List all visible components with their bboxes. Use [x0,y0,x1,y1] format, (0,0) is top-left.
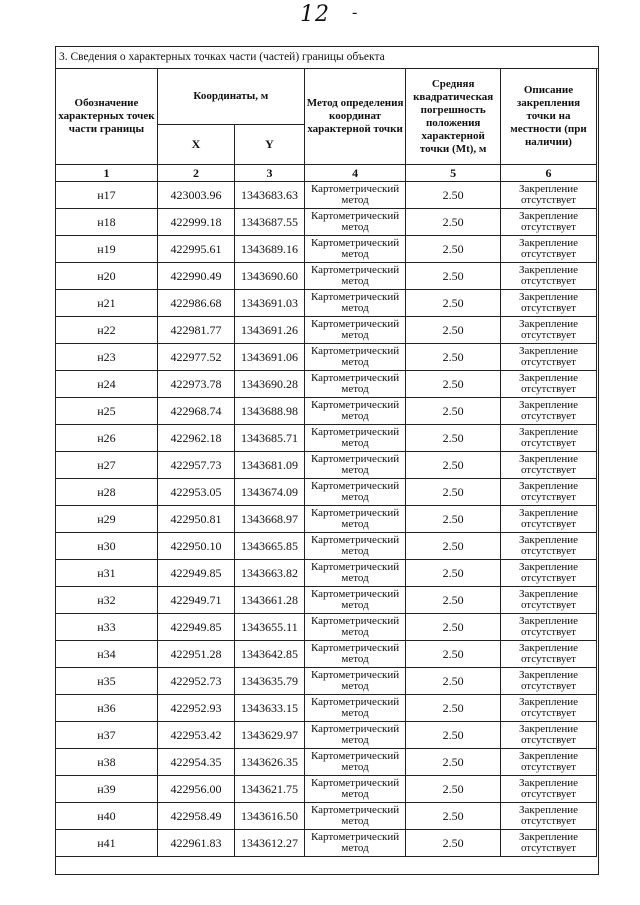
cell-method: Картометрический метод [304,371,406,398]
cell-method: Картометрический метод [304,182,406,209]
cell-x: 422968.74 [157,398,234,425]
cell-point: н24 [56,371,158,398]
table-row [56,452,597,479]
cell-y: 1343668.97 [235,506,305,533]
cell-x: 422956.00 [157,776,234,803]
cell-accuracy: 2.50 [406,749,501,776]
cell-point: н31 [56,560,158,587]
cell-description: Закрепление отсутствует [500,722,596,749]
cell-method: Картометрический метод [304,236,406,263]
points-table [55,68,597,857]
cell-description: Закрепление отсутствует [500,236,596,263]
cell-point: н35 [56,668,158,695]
cell-method: Картометрический метод [304,290,406,317]
cell-point: н20 [56,263,158,290]
cell-y: 1343642.85 [235,641,305,668]
cell-accuracy: 2.50 [406,425,501,452]
cell-y: 1343665.85 [235,533,305,560]
cell-y: 1343689.16 [235,236,305,263]
cell-description: Закрепление отсутствует [500,560,596,587]
cell-x: 422952.73 [157,668,234,695]
cell-point: н19 [56,236,158,263]
cell-point: н39 [56,776,158,803]
cell-description: Закрепление отсутствует [500,344,596,371]
table-row [56,641,597,668]
cell-x: 422999.18 [157,209,234,236]
cell-point: н38 [56,749,158,776]
cell-y: 1343691.06 [235,344,305,371]
table-row [56,182,597,209]
cell-x: 422954.35 [157,749,234,776]
cell-method: Картометрический метод [304,560,406,587]
cell-accuracy: 2.50 [406,506,501,533]
table-body [56,182,597,857]
cell-x: 422961.83 [157,830,234,857]
cell-accuracy: 2.50 [406,263,501,290]
cell-y: 1343674.09 [235,479,305,506]
table-row [56,533,597,560]
table-row [56,749,597,776]
cell-x: 423003.96 [157,182,234,209]
page-number-dash: - [352,4,358,21]
cell-method: Картометрический метод [304,614,406,641]
cell-x: 422951.28 [157,641,234,668]
document-frame [55,46,599,875]
column-number: 4 [304,165,406,182]
cell-method: Картометрический метод [304,506,406,533]
cell-accuracy: 2.50 [406,695,501,722]
header-accuracy: Средняя квадратическая погрешность положения характерной точки (Mt), м [406,69,501,165]
cell-y: 1343688.98 [235,398,305,425]
cell-y: 1343633.15 [235,695,305,722]
cell-method: Картометрический метод [304,317,406,344]
cell-point: н41 [56,830,158,857]
cell-accuracy: 2.50 [406,236,501,263]
cell-y: 1343661.28 [235,587,305,614]
cell-y: 1343616.50 [235,803,305,830]
cell-description: Закрепление отсутствует [500,209,596,236]
cell-accuracy: 2.50 [406,371,501,398]
cell-y: 1343681.09 [235,452,305,479]
cell-method: Картометрический метод [304,749,406,776]
header-y: Y [235,125,305,165]
cell-method: Картометрический метод [304,803,406,830]
table-row [56,506,597,533]
cell-description: Закрепление отсутствует [500,695,596,722]
table-footer-strip [56,854,598,874]
table-row [56,236,597,263]
cell-point: н36 [56,695,158,722]
cell-method: Картометрический метод [304,452,406,479]
table-row [56,668,597,695]
cell-x: 422952.93 [157,695,234,722]
cell-accuracy: 2.50 [406,803,501,830]
cell-x: 422962.18 [157,425,234,452]
cell-description: Закрепление отсутствует [500,668,596,695]
cell-accuracy: 2.50 [406,452,501,479]
cell-point: н40 [56,803,158,830]
column-number: 1 [56,165,158,182]
cell-description: Закрепление отсутствует [500,830,596,857]
cell-description: Закрепление отсутствует [500,398,596,425]
cell-x: 422986.68 [157,290,234,317]
cell-y: 1343690.60 [235,263,305,290]
cell-description: Закрепление отсутствует [500,425,596,452]
cell-point: н27 [56,452,158,479]
cell-y: 1343690.28 [235,371,305,398]
cell-description: Закрепление отсутствует [500,479,596,506]
table-row [56,695,597,722]
cell-accuracy: 2.50 [406,587,501,614]
column-number: 5 [406,165,501,182]
cell-point: н18 [56,209,158,236]
cell-point: н33 [56,614,158,641]
header-description: Описание закрепления точки на местности (при наличии) [500,69,596,165]
cell-x: 422949.85 [157,614,234,641]
table-row [56,803,597,830]
cell-y: 1343683.63 [235,182,305,209]
table-row [56,317,597,344]
cell-description: Закрепление отсутствует [500,263,596,290]
cell-y: 1343635.79 [235,668,305,695]
cell-x: 422995.61 [157,236,234,263]
cell-x: 422950.10 [157,533,234,560]
cell-accuracy: 2.50 [406,398,501,425]
cell-description: Закрепление отсутствует [500,182,596,209]
cell-accuracy: 2.50 [406,776,501,803]
table-row [56,587,597,614]
cell-accuracy: 2.50 [406,290,501,317]
cell-method: Картометрический метод [304,425,406,452]
table-row [56,479,597,506]
cell-accuracy: 2.50 [406,317,501,344]
cell-x: 422958.49 [157,803,234,830]
cell-accuracy: 2.50 [406,830,501,857]
table-row [56,776,597,803]
cell-y: 1343685.71 [235,425,305,452]
table-row [56,263,597,290]
cell-description: Закрепление отсутствует [500,290,596,317]
table-row [56,371,597,398]
header-x: X [157,125,234,165]
cell-y: 1343687.55 [235,209,305,236]
cell-accuracy: 2.50 [406,722,501,749]
header-point: Обозначение характерных точек части границы [56,69,158,165]
cell-method: Картометрический метод [304,398,406,425]
cell-method: Картометрический метод [304,263,406,290]
cell-y: 1343655.11 [235,614,305,641]
cell-method: Картометрический метод [304,722,406,749]
cell-x: 422973.78 [157,371,234,398]
cell-accuracy: 2.50 [406,182,501,209]
table-row [56,344,597,371]
cell-y: 1343663.82 [235,560,305,587]
cell-point: н30 [56,533,158,560]
cell-x: 422953.05 [157,479,234,506]
cell-description: Закрепление отсутствует [500,803,596,830]
cell-point: н25 [56,398,158,425]
cell-point: н26 [56,425,158,452]
column-number: 2 [157,165,234,182]
cell-point: н23 [56,344,158,371]
cell-description: Закрепление отсутствует [500,371,596,398]
table-row [56,830,597,857]
cell-method: Картометрический метод [304,668,406,695]
cell-description: Закрепление отсутствует [500,317,596,344]
cell-method: Картометрический метод [304,533,406,560]
table-row [56,290,597,317]
cell-description: Закрепление отсутствует [500,452,596,479]
cell-point: н32 [56,587,158,614]
cell-point: н34 [56,641,158,668]
cell-accuracy: 2.50 [406,344,501,371]
header-coords: Координаты, м [157,69,304,125]
cell-x: 422949.71 [157,587,234,614]
section-title: 3. Сведения о характерных точках части (частей) границы объекта [56,47,598,69]
cell-y: 1343629.97 [235,722,305,749]
header-method: Метод определения координат характерной точки [304,69,406,165]
cell-description: Закрепление отсутствует [500,749,596,776]
cell-method: Картометрический метод [304,479,406,506]
page-number: 12 [300,2,330,27]
cell-accuracy: 2.50 [406,668,501,695]
cell-x: 422957.73 [157,452,234,479]
cell-accuracy: 2.50 [406,209,501,236]
cell-x: 422990.49 [157,263,234,290]
column-number: 6 [500,165,596,182]
cell-x: 422949.85 [157,560,234,587]
cell-description: Закрепление отсутствует [500,587,596,614]
table-row [56,614,597,641]
cell-accuracy: 2.50 [406,479,501,506]
cell-method: Картометрический метод [304,776,406,803]
cell-method: Картометрический метод [304,587,406,614]
table-row [56,209,597,236]
cell-accuracy: 2.50 [406,560,501,587]
cell-description: Закрепление отсутствует [500,533,596,560]
cell-method: Картометрический метод [304,641,406,668]
cell-x: 422977.52 [157,344,234,371]
cell-point: н22 [56,317,158,344]
cell-method: Картометрический метод [304,209,406,236]
cell-y: 1343691.26 [235,317,305,344]
cell-accuracy: 2.50 [406,533,501,560]
cell-x: 422953.42 [157,722,234,749]
cell-description: Закрепление отсутствует [500,614,596,641]
cell-method: Картометрический метод [304,695,406,722]
cell-point: н37 [56,722,158,749]
cell-description: Закрепление отсутствует [500,641,596,668]
cell-description: Закрепление отсутствует [500,506,596,533]
cell-description: Закрепление отсутствует [500,776,596,803]
cell-accuracy: 2.50 [406,641,501,668]
table-row [56,560,597,587]
cell-y: 1343612.27 [235,830,305,857]
cell-accuracy: 2.50 [406,614,501,641]
cell-y: 1343626.35 [235,749,305,776]
cell-x: 422950.81 [157,506,234,533]
cell-point: н17 [56,182,158,209]
cell-point: н29 [56,506,158,533]
cell-method: Картометрический метод [304,344,406,371]
table-row [56,398,597,425]
cell-point: н28 [56,479,158,506]
column-number: 3 [235,165,305,182]
cell-y: 1343691.03 [235,290,305,317]
cell-method: Картометрический метод [304,830,406,857]
cell-x: 422981.77 [157,317,234,344]
table-row [56,425,597,452]
cell-point: н21 [56,290,158,317]
table-row [56,722,597,749]
cell-y: 1343621.75 [235,776,305,803]
